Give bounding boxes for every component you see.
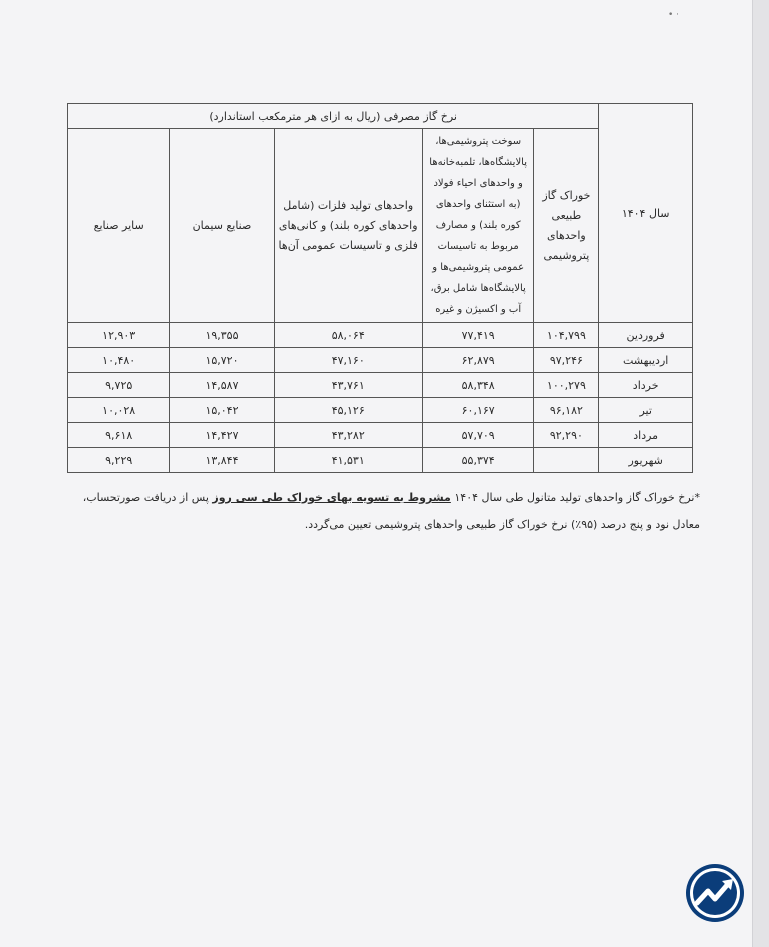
cell-fuel: ۶۰,۱۶۷ [422, 398, 534, 423]
cell-fuel: ۵۸,۳۴۸ [422, 373, 534, 398]
cell-fuel: ۷۷,۴۱۹ [422, 323, 534, 348]
cell-metal: ۴۳,۷۶۱ [274, 373, 422, 398]
header-gas-price: نرخ گاز مصرفی (ریال به ازای هر مترمکعب استاندارد) [68, 104, 599, 129]
table-row [68, 323, 693, 348]
cell-cement: ۱۹,۳۵۵ [170, 323, 274, 348]
cell-metal: ۴۳,۲۸۲ [274, 423, 422, 448]
footnote-part1: *نرخ خوراک گاز واحدهای تولید متانول طی سال ۱۴۰۴ [450, 491, 700, 504]
table-row [68, 398, 693, 423]
cell-metal: ۴۵,۱۲۶ [274, 398, 422, 423]
table-row [68, 373, 693, 398]
header-feed: خوراک گاز طبیعی واحدهای پتروشیمی [534, 129, 599, 323]
cell-feed: ۹۲,۲۹۰ [534, 423, 599, 448]
cell-month: فروردین [599, 323, 693, 348]
table-row [68, 423, 693, 448]
trend-arrow-logo-icon [684, 862, 746, 924]
cell-month: تیر [599, 398, 693, 423]
header-year: سال ۱۴۰۴ [599, 104, 693, 323]
cell-fuel: ۵۷,۷۰۹ [422, 423, 534, 448]
cell-other: ۹,۶۱۸ [68, 423, 170, 448]
cell-metal: ۵۸,۰۶۴ [274, 323, 422, 348]
gas-price-table [67, 103, 693, 473]
footnote-condition: مشروط به تسویه بهای خوراک طی سی روز [212, 491, 451, 504]
cell-other: ۱۰,۰۲۸ [68, 398, 170, 423]
cell-metal: ۴۷,۱۶۰ [274, 348, 422, 373]
header-metal: واحدهای تولید فلزات (شامل واحدهای کوره بلند) و کانی‌های فلزی و تاسیسات عمومی آن‌ها [274, 129, 422, 323]
cell-cement: ۱۳,۸۴۴ [170, 448, 274, 473]
cell-feed: ۹۷,۲۴۶ [534, 348, 599, 373]
cell-month: خرداد [599, 373, 693, 398]
cell-other: ۱۲,۹۰۳ [68, 323, 170, 348]
scan-mark: •‌‌ ‌‍· [668, 10, 680, 20]
cell-month: مرداد [599, 423, 693, 448]
cell-feed [534, 448, 599, 473]
header-fuel: سوخت پتروشیمی‌ها، پالایشگاه‌ها، تلمبه‌خانه‌ها و واحدهای احیاء فولاد (به استثنای واحدهای کوره بلند) و مصارف مربوط به تاسیسات عمومی پتروشیمی‌ها و پالایشگاه‌ها شامل برق، آب و اکسیژن و غیره [422, 129, 534, 323]
footnote-part2: پس از دریافت صورتحساب، معادل نود و پنج درصد (۹۵٪) نرخ خوراک گاز طبیعی واحدهای پتروشیمی تعیین می‌گردد. [82, 491, 700, 531]
cell-cement: ۱۴,۵۸۷ [170, 373, 274, 398]
cell-other: ۹,۲۲۹ [68, 448, 170, 473]
cell-feed: ۱۰۴,۷۹۹ [534, 323, 599, 348]
cell-feed: ۱۰۰,۲۷۹ [534, 373, 599, 398]
footnote [60, 484, 700, 538]
table-row [68, 448, 693, 473]
cell-month: اردیبهشت [599, 348, 693, 373]
cell-metal: ۴۱,۵۳۱ [274, 448, 422, 473]
cell-feed: ۹۶,۱۸۲ [534, 398, 599, 423]
header-other: سایر صنایع [68, 129, 170, 323]
cell-other: ۹,۷۲۵ [68, 373, 170, 398]
cell-cement: ۱۵,۷۲۰ [170, 348, 274, 373]
cell-fuel: ۵۵,۳۷۴ [422, 448, 534, 473]
cell-other: ۱۰,۴۸۰ [68, 348, 170, 373]
header-cement: صنایع سیمان [170, 129, 274, 323]
cell-cement: ۱۵,۰۴۲ [170, 398, 274, 423]
cell-cement: ۱۴,۴۲۷ [170, 423, 274, 448]
cell-month: شهریور [599, 448, 693, 473]
table-row [68, 348, 693, 373]
cell-fuel: ۶۲,۸۷۹ [422, 348, 534, 373]
